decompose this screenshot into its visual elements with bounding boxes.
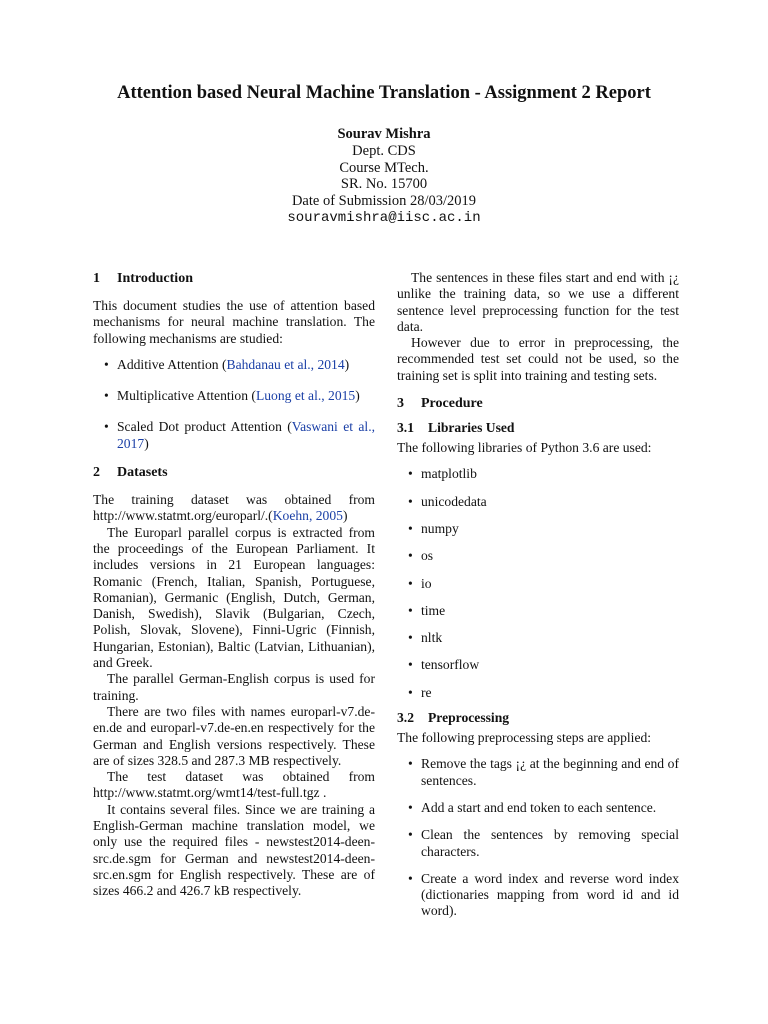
list-item: • re — [397, 685, 679, 701]
submission-date: Date of Submission 28/03/2019 — [291, 193, 477, 210]
author-email: souravmishra@iisc.ac.in — [287, 209, 481, 226]
subsection-number: 3.1 — [397, 420, 414, 436]
list-item: • Add a start and end token to each sentence. — [397, 800, 679, 816]
citation-link[interactable]: Bahdanau et al., 2014 — [226, 356, 345, 372]
author-block — [0, 126, 768, 227]
item-text: Scaled Dot product Attention ( — [117, 419, 292, 435]
datasets-paragraph: The parallel German-English corpus is used for training. — [93, 671, 375, 703]
citation-link[interactable]: Koehn, 2005 — [272, 508, 343, 524]
libraries-paragraph: The following libraries of Python 3.6 are used: — [397, 440, 652, 456]
subsection-title: Libraries Used — [428, 420, 515, 436]
section-title: Introduction — [117, 271, 193, 286]
list-item: • tensorflow — [397, 657, 679, 673]
item-end: ) — [344, 356, 350, 372]
item-text: Multiplicative Attention ( — [117, 388, 256, 404]
item-end: ) — [355, 388, 360, 404]
list-item — [93, 357, 375, 373]
list-item: • io — [397, 576, 679, 592]
datasets-paragraph: It contains several files. Since we are training a English-German machine translation model, we only use the required files - newstest2014-deen-src.de.sgm for German and newstest2014-deen-src.en.sgm for English respectively. These are of sizes 466.2 and 426.7 kB respectively. — [93, 801, 375, 899]
libraries-list — [397, 466, 679, 701]
right-column — [397, 270, 679, 920]
preprocessing-list — [397, 756, 679, 919]
subsection-number: 3.2 — [397, 710, 414, 726]
list-item: • matplotlib — [397, 466, 679, 482]
test-data-paragraph: However due to error in preprocessing, the recommended test set could not be used, so the training set is split into training and testing sets. — [397, 335, 679, 383]
intro-paragraph: This document studies the use of attention based mechanisms for neural machine translation. The following mechanisms are studied: — [93, 298, 375, 346]
item-end: ) — [144, 435, 149, 451]
list-item: • Clean the sentences by removing special characters. — [397, 827, 679, 860]
section-number: 1 — [93, 271, 100, 286]
datasets-paragraph: The Europarl parallel corpus is extracted from the proceedings of the European Parliament. It includes versions in 21 European languages: Romanic (French, Italian, Spanish, Portuguese, Romanian), Germanic (English, Dutch, German, Danish, Swedish), Slavik (Bulgarian, Czech, Polish, Slovak, Slovene), Finni-Ugric (Finnish, Hungarian, Estonian), Baltic (Latvian, Lithuanian), and Greek. — [93, 524, 375, 671]
section-title: Datasets — [117, 465, 168, 481]
list-item: • Remove the tags ¡¿ at the beginning and end of sentences. — [397, 756, 679, 789]
left-column — [93, 270, 375, 900]
section-heading-procedure — [397, 395, 679, 413]
list-item — [93, 388, 375, 404]
paragraph-text: The training dataset was obtained from http://www.statmt.org/europarl/.( — [93, 492, 375, 524]
section-heading-datasets — [93, 464, 375, 482]
author-sr: SR. No. 15700 — [340, 176, 428, 193]
author-dept: Dept. CDS — [352, 142, 416, 159]
test-data-paragraph: The sentences in these files start and end with ¡¿ unlike the training data, so we use a different sentence level preprocessing function for the test data. — [397, 270, 679, 334]
author-name: Sourav Mishra — [337, 126, 431, 142]
list-item: • unicodedata — [397, 494, 679, 510]
list-item: • time — [397, 603, 679, 619]
list-item: • nltk — [397, 630, 679, 646]
subsection-heading-preprocessing — [397, 709, 679, 727]
section-title: Procedure — [421, 396, 483, 412]
datasets-paragraph — [93, 492, 375, 525]
preprocessing-paragraph: The following preprocessing steps are applied: — [397, 730, 652, 746]
item-text: Additive Attention ( — [117, 356, 227, 372]
paper-title: Attention based Neural Machine Translation - Assignment 2 Report — [117, 83, 651, 103]
list-item: • numpy — [397, 521, 679, 537]
citation-link[interactable]: Luong et al., 2015 — [255, 388, 356, 404]
citation-link[interactable]: Vaswani et al., 2017 — [117, 419, 375, 451]
subsection-heading-libraries — [397, 419, 679, 437]
datasets-paragraph: The test dataset was obtained from http://www.statmt.org/wmt14/test-full.tgz . — [93, 769, 375, 801]
datasets-paragraph: There are two files with names europarl-v7.de-en.de and europarl-v7.de-en.en respectively for the German and English versions respectively. These are of sizes 328.5 and 287.3 MB respectively. — [93, 703, 375, 768]
list-item: • os — [397, 548, 679, 564]
section-number: 2 — [93, 465, 100, 481]
attention-list — [93, 357, 375, 452]
subsection-title: Preprocessing — [428, 710, 510, 726]
paragraph-text: ) — [342, 508, 348, 524]
author-course: Course MTech. — [339, 159, 429, 176]
section-heading-introduction — [93, 270, 375, 288]
list-item: • Create a word index and reverse word index (dictionaries mapping from word id and id word). — [397, 871, 679, 920]
list-item — [93, 419, 375, 452]
section-number: 3 — [397, 396, 404, 412]
